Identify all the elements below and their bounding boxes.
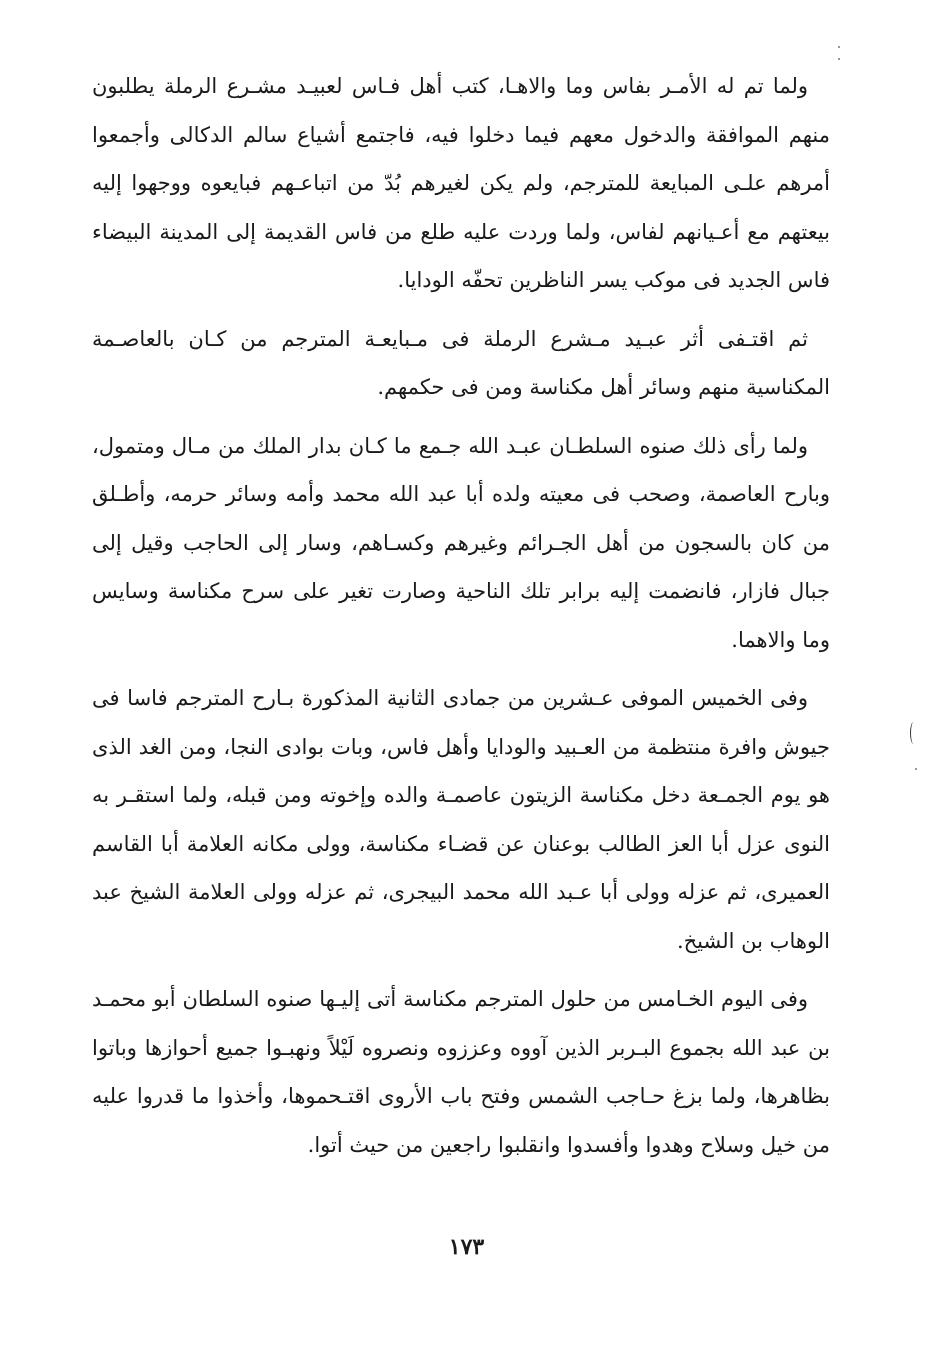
paragraph-2: ثم اقتـفى أثر عبـيد مـشرع الرملة فى مـبايعـة المترجم من كـان بالعاصـمة المكناسية منهم وسائر أهل مكناسة ومن فى حكمهم. [92,326,830,399]
margin-bracket-mark [910,722,917,744]
paragraph-1: ولما تم له الأمـر بفاس وما والاهـا، كتب أهل فـاس لعبيـد مشـرع الرملة يطلبون منهم الموافقة والدخول معهم فيما دخلوا فيه، فاجتمع أشياع سالم الدكالى وأجمعوا أمرهم علـى المبايعة للمترجم، ولم يكن لغيرهم بُدّ من اتباعـهم فبايعوه ووجهوا إليه بيعتهم مع أعـيانهم لفاس، ولما وردت عليه طلع من فاس القديمة إلى المدينة البيضاء فاس الجديد فى موكب يسر الناظرين تحفّه الودايا. [92,74,830,292]
page-body [92,62,830,1179]
paragraph-3: ولما رأى ذلك صنوه السلطـان عبـد الله جـمع ما كـان بدار الملك من مـال ومتمول، وبارح العاصمة، وصحب فى معيته ولده أبا عبد الله محمد وأمه وسائر حرمه، وأطـلق من كان بالسجون من أهل الجـرائم وغيرهم وكسـاهم، وسار إلى الحاجب وقيل إلى جبال فازار، فانضمت إليه برابر تلك الناحية وصارت تغير على سرح مكناسة وسايس وما والاهما. [92,433,830,652]
scan-speck [838,46,840,48]
scan-speck [838,58,840,60]
paragraph-5: وفى اليوم الخـامس من حلول المترجم مكناسة أتى إليـها صنوه السلطان أبو محمـد بن عبد الله بجموع البـربر الذين آووه وعززوه ونصروه لَيْلاً ونهبـوا جميع أحوازها وباتوا بظاهرها، ولما بزغ حـاجب الشمس وفتح باب الأروى اقتـحموها، وأخذوا ما قدروا عليه من خيل وسلاح وهدوا وأفسدوا وانقلبوا راجعين من حيث أتوا. [92,987,830,1157]
scan-speck [915,768,917,770]
paragraph-4: وفى الخميس الموفى عـشرين من جمادى الثانية المذكورة بـارح المترجم فاسا فى جيوش وافرة منتظمة من العـبيد والودايا وأهل فاس، وبات بوادى النجا، ومن الغد الذى هو يوم الجمـعة دخل مكناسة الزيتون عاصمـة والده وإخوته ومن قبله، ولما استقـر به النوى عزل أبا العز الطالب بوعنان عن قضـاء مكناسة، وولى مكانه العلامة أبا القاسم العميرى، ثم عزله وولى أبا عـبد الله محمد البيجرى، ثم عزله وولى العلامة الشيخ عبد الوهاب بن الشيخ. [92,686,831,953]
page-number: ١٧٣ [448,1234,485,1260]
